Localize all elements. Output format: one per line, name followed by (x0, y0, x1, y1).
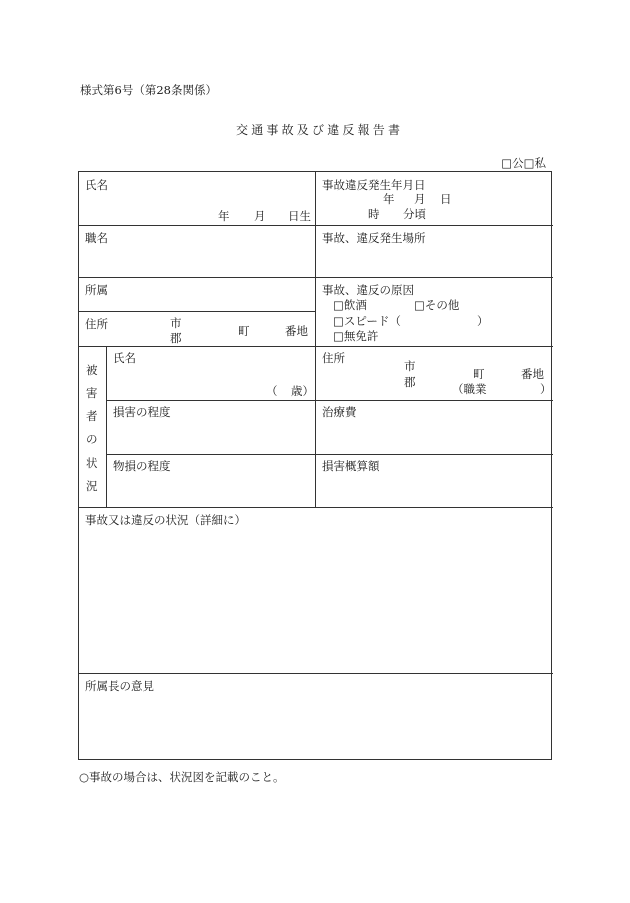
form-title: 交通事故及び違反報告書 (236, 123, 404, 137)
victim-section-char: 者 (86, 409, 98, 423)
victim-occupation-open: （職業 (452, 382, 487, 396)
victim-occupation-close: ） (540, 382, 552, 396)
victim-section-char: 況 (86, 479, 98, 493)
row-divider (79, 507, 553, 508)
cause-speed-close: ） (477, 314, 489, 328)
victim-section-char: の (86, 432, 98, 446)
victim-age-close: 歳） (291, 384, 314, 398)
footer-note: ○事故の場合は、状況図を記載のこと。 (79, 770, 285, 784)
birth-year-label: 年 (218, 209, 230, 223)
cause-other-checkbox[interactable]: □その他 (414, 298, 460, 312)
chief-opinion-label: 所属長の意見 (85, 679, 154, 693)
row-divider (106, 400, 553, 401)
cause-drunk-checkbox[interactable]: □飲酒 (333, 298, 367, 312)
treatment-cost-label: 治療費 (322, 405, 357, 419)
name-label: 氏名 (85, 178, 108, 192)
address-city-label: 市 (170, 316, 182, 330)
occurrence-hour-label: 時 (368, 207, 380, 221)
affiliation-label: 所属 (85, 283, 108, 297)
position-label: 職名 (85, 231, 108, 245)
occurrence-minute-label: 分頃 (403, 207, 426, 221)
victim-section-char: 被 (86, 363, 98, 377)
location-label: 事故、違反発生場所 (322, 231, 426, 245)
row-divider (106, 454, 553, 455)
row-divider (79, 346, 553, 347)
report-table (78, 171, 552, 760)
victim-block-label: 番地 (521, 367, 544, 381)
row-divider (79, 673, 553, 674)
victim-town-label: 町 (473, 367, 485, 381)
victim-city-label: 市 (404, 359, 416, 373)
property-damage-label: 物損の程度 (113, 459, 171, 473)
address-county-label: 郡 (170, 331, 182, 345)
victim-label-divider (106, 346, 107, 507)
occurrence-year-label: 年 (383, 192, 395, 206)
birth-month-label: 月 (254, 209, 266, 223)
address-block-label: 番地 (285, 324, 308, 338)
victim-section-char: 状 (86, 456, 98, 470)
victim-section-char: 害 (86, 386, 98, 400)
address-town-label: 町 (238, 324, 250, 338)
occurrence-month-label: 月 (414, 192, 426, 206)
cause-speed-checkbox[interactable]: □スピード（ (333, 314, 401, 328)
form-number: 様式第6号（第28条関係） (80, 83, 217, 97)
address-label: 住所 (85, 317, 108, 331)
cause-label: 事故、違反の原因 (322, 283, 414, 297)
victim-address-label: 住所 (322, 351, 345, 365)
row-divider (79, 225, 553, 226)
occurrence-day-label: 日 (440, 192, 452, 206)
injury-degree-label: 損害の程度 (113, 405, 171, 419)
damage-estimate-label: 損害概算額 (322, 459, 380, 473)
occurrence-date-label: 事故違反発生年月日 (322, 178, 426, 192)
center-divider (315, 172, 316, 507)
victim-name-label: 氏名 (113, 351, 136, 365)
victim-age-open: （ (266, 384, 278, 398)
public-private-checkboxes[interactable]: □公□私 (501, 156, 546, 170)
victim-county-label: 郡 (404, 375, 416, 389)
row-divider (79, 277, 553, 278)
cause-unlicensed-checkbox[interactable]: □無免許 (333, 329, 379, 343)
details-label: 事故又は違反の状況（詳細に） (85, 513, 246, 527)
birth-day-label: 日生 (288, 209, 311, 223)
row-divider (79, 311, 315, 312)
